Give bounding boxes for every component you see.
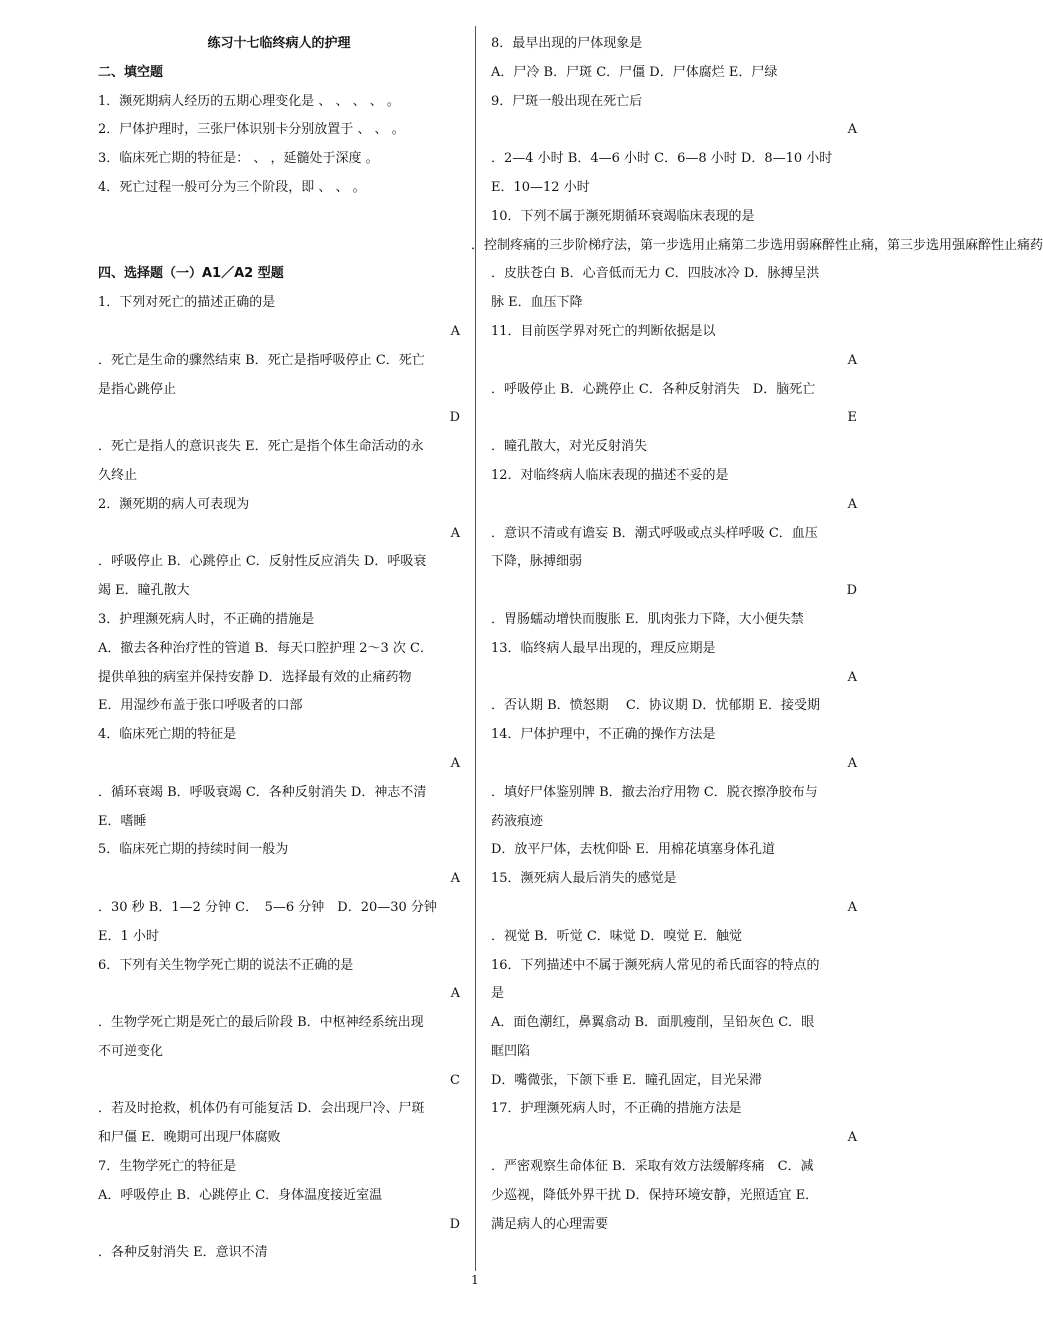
text-line: 12．对临终病人临床表现的描述不妥的是 [491,467,729,483]
text-line: 4．死亡过程一般可分为三个阶段，即 、 、 。 [98,179,366,195]
text-line [98,232,460,261]
text-line: ．瞳孔散大，对光反射消失 [491,439,648,455]
text-line: 久终止 [98,467,138,483]
text-line: 16．下列描述中不属于濒死病人常见的希氏面容的特点的 [491,957,820,973]
page-title: 练习十七临终病人的护理 [207,36,351,51]
answer-marker: A [847,352,857,368]
text-line: E．用湿纱布盖于张口呼吸者的口部 [98,698,303,714]
text-line: 1．下列对死亡的描述正确的是 [98,295,276,311]
text-line: 脉 E．血压下降 [491,295,583,311]
section-heading: 四、选择题（一）A1／A2 型题 [98,266,284,282]
text-line: 7．生物学死亡的特征是 [98,1159,237,1175]
answer-marker: A [847,669,857,685]
answer-marker: A [450,986,460,1002]
overflow-text-line: ．控制疼痛的三步阶梯疗法，第一步选用止痛第二步选用弱麻醉性止痛，第三步选用强麻醉性止痛药 [471,237,1043,253]
text-line: ．各种反射消失 E．意识不清 [98,1245,268,1261]
text-line: ．呼吸停止 B．心跳停止 C．反射性反应消失 D．呼吸衰 [98,554,427,570]
text-line: 提供单独的病室并保持安静 D．选择最有效的止痛药物 [98,669,412,685]
text-line: ．视觉 B．听觉 C．味觉 D．嗅觉 E．触觉 [491,928,742,944]
text-line: ．若及时抢救，机体仍有可能复活 D．会出现尸冷、尸斑 [98,1101,425,1117]
text-line: E．嗜睡 [98,813,147,829]
text-line: 少巡视，降低外界干扰 D．保持环境安静，光照适宜 E． [491,1187,819,1203]
text-line: 3．护理濒死病人时，不正确的措施是 [98,611,315,627]
text-line: 15．濒死病人最后消失的感觉是 [491,871,677,887]
answer-marker: A [847,1130,857,1146]
text-line: 14．尸体护理中，不正确的操作方法是 [491,727,716,743]
answer-marker: D [846,583,857,599]
text-line: 17．护理濒死病人时，不正确的措施方法是 [491,1101,742,1117]
text-line: ．循环衰竭 B．呼吸衰竭 C．各种反射消失 D．神志不清 [98,784,427,800]
text-line: 竭 E．瞳孔散大 [98,583,190,599]
answer-marker: A [847,122,857,138]
text-line: 是 [491,986,505,1002]
answer-marker: A [450,323,460,339]
page-number: 1 [471,1273,479,1287]
answer-marker: A [450,525,460,541]
text-line: A．尸冷 B．尸斑 C．尸僵 D．尸体腐烂 E．尸绿 [491,64,778,80]
text-line: ．意识不清或有谵妄 B．潮式呼吸或点头样呼吸 C．血压 [491,525,818,541]
text-line: 1．濒死期病人经历的五期心理变化是 、 、 、 、 。 [98,93,400,109]
text-line [98,203,460,232]
answer-marker: A [450,871,460,887]
answer-marker: A [847,755,857,771]
text-line: 11．目前医学界对死亡的判断依据是以 [491,323,716,339]
answer-marker: A [450,755,460,771]
text-line: 满足病人的心理需要 [491,1216,609,1232]
text-line: D．放平尸体，去枕仰卧 E．用棉花填塞身体孔道 [491,842,776,858]
text-line: 3．临床死亡期的特征是： 、 ，延髓处于深度 。 [98,151,379,167]
text-line: 10．下列不属于濒死期循环衰竭临床表现的是 [491,208,755,224]
right-column [471,30,1043,1239]
text-line: ．否认期 B．愤怒期 C．协议期 D．忧郁期 E．接受期 [491,698,820,714]
text-line: ．30 秒 B．1—2 分钟 C． 5—6 分钟 D．20—30 分钟 [98,899,437,915]
text-line: 4．临床死亡期的特征是 [98,727,237,743]
text-line: ．生物学死亡期是死亡的最后阶段 B．中枢神经系统出现 [98,1015,424,1031]
text-line: 药液痕迹 [491,813,544,829]
text-line: ．胃肠蠕动增快而腹胀 E．肌肉张力下降，大小便失禁 [491,611,804,627]
answer-marker: D [449,410,460,426]
text-line: 和尸僵 E．晚期可出现尸体腐败 [98,1130,281,1146]
text-line: 2．尸体护理时，三张尸体识别卡分别放置于 、 、 。 [98,122,405,138]
column-divider [475,26,476,1271]
text-line: 6．下列有关生物学死亡期的说法不正确的是 [98,957,354,973]
text-line: ．死亡是指人的意识丧失 E．死亡是指个体生命活动的永 [98,439,424,455]
text-line: 5．临床死亡期的持续时间一般为 [98,842,289,858]
answer-marker: E [847,410,857,426]
text-line: E．10—12 小时 [491,179,590,195]
text-line: 2．濒死期的病人可表现为 [98,496,250,512]
text-line: E．1 小时 [98,928,159,944]
text-line: A．撤去各种治疗性的管道 B．每天口腔护理 2～3 次 C． [98,640,433,656]
text-line: ．死亡是生命的骤然结束 B．死亡是指呼吸停止 C．死亡 [98,352,425,368]
text-line: ．呼吸停止 B．心跳停止 C．各种反射消失 D．脑死亡 [491,381,816,397]
text-line: 13．临终病人最早出现的，理反应期是 [491,640,716,656]
text-line: A．面色潮红，鼻翼翕动 B．面肌瘦削，呈铅灰色 C．眼 [491,1015,815,1031]
text-line: ．严密观察生命体征 B．采取有效方法缓解疼痛 C．减 [491,1159,814,1175]
text-line: ．2—4 小时 B．4—6 小时 C．6—8 小时 D．8—10 小时 [491,151,833,167]
answer-marker: C [450,1072,460,1088]
text-line: 是指心跳停止 [98,381,177,397]
left-column [98,30,460,1268]
text-line: ．填好尸体鉴别牌 B．撤去治疗用物 C．脱衣擦净胶布与 [491,784,818,800]
text-line: D．嘴微张，下颌下垂 E．瞳孔固定，目光呆滞 [491,1072,763,1088]
text-line: 下降，脉搏细弱 [491,554,583,570]
text-line: A．呼吸停止 B．心跳停止 C．身体温度接近室温 [98,1187,383,1203]
answer-marker: A [847,899,857,915]
text-line: 眶凹陷 [491,1043,531,1059]
answer-marker: D [449,1216,460,1232]
text-line: 9．尸斑一般出现在死亡后 [491,93,643,109]
text-line: 不可逆变化 [98,1043,164,1059]
text-line: 8．最早出现的尸体现象是 [491,36,643,51]
section-heading: 二、填空题 [98,64,164,80]
answer-marker: A [847,496,857,512]
text-line: ．皮肤苍白 B．心音低而无力 C．四肢冰冷 D．脉搏呈洪 [491,266,820,282]
